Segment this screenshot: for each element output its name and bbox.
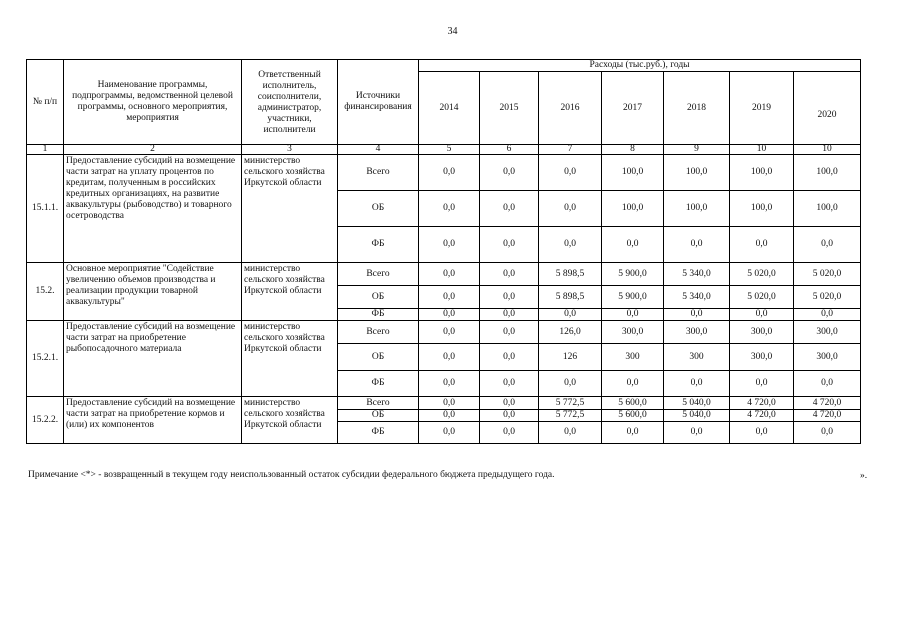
expense-value: 0,0 xyxy=(480,263,539,286)
column-number: 4 xyxy=(338,145,419,155)
row-number: 15.2.1. xyxy=(27,321,64,397)
expense-value: 0,0 xyxy=(419,286,480,309)
expense-value: 300,0 xyxy=(664,321,730,344)
expense-value: 5 020,0 xyxy=(794,263,861,286)
expense-value: 0,0 xyxy=(480,155,539,191)
expense-value: 0,0 xyxy=(419,397,480,410)
expense-value: 100,0 xyxy=(602,155,664,191)
row-number: 15.2.2. xyxy=(27,397,64,444)
expense-value: 5 020,0 xyxy=(730,286,794,309)
funding-source: Всего xyxy=(338,155,419,191)
funding-source: ФБ xyxy=(338,227,419,263)
expense-value: 300,0 xyxy=(794,321,861,344)
expense-value: 0,0 xyxy=(664,422,730,444)
expense-value: 100,0 xyxy=(730,155,794,191)
expense-value: 300,0 xyxy=(794,344,861,371)
expense-value: 5 772,5 xyxy=(539,410,602,422)
column-number: 10 xyxy=(730,145,794,155)
expense-value: 0,0 xyxy=(794,371,861,397)
header-name: Наименование программы, подпрограммы, ведомственной целевой программы, основного мероприятия, мероприятия xyxy=(64,60,242,145)
expense-value: 0,0 xyxy=(539,191,602,227)
expense-value: 0,0 xyxy=(419,410,480,422)
expense-value: 0,0 xyxy=(480,397,539,410)
column-number: 3 xyxy=(242,145,338,155)
expense-value: 0,0 xyxy=(480,227,539,263)
header-year: 2019 xyxy=(730,72,794,145)
funding-source: ОБ xyxy=(338,410,419,422)
expense-value: 5 040,0 xyxy=(664,397,730,410)
expense-value: 100,0 xyxy=(664,191,730,227)
expense-value: 5 040,0 xyxy=(664,410,730,422)
table-row xyxy=(27,397,861,410)
expense-value: 0,0 xyxy=(602,422,664,444)
expense-value: 4 720,0 xyxy=(794,410,861,422)
expense-value: 5 900,0 xyxy=(602,286,664,309)
funding-source: ФБ xyxy=(338,309,419,321)
expense-value: 0,0 xyxy=(419,263,480,286)
header-year: 2016 xyxy=(539,72,602,145)
expense-value: 0,0 xyxy=(480,422,539,444)
expense-value: 0,0 xyxy=(602,227,664,263)
expense-value: 300,0 xyxy=(730,321,794,344)
table-row xyxy=(27,263,861,286)
header-year: 2018 xyxy=(664,72,730,145)
expense-value: 0,0 xyxy=(730,422,794,444)
expense-value: 300 xyxy=(602,344,664,371)
event-name: Предоставление субсидий на возмещение части затрат на приобретение рыбопосадочного материала xyxy=(64,321,242,397)
expense-value: 5 900,0 xyxy=(602,263,664,286)
expense-value: 0,0 xyxy=(539,155,602,191)
column-number: 1 xyxy=(27,145,64,155)
column-number: 6 xyxy=(480,145,539,155)
event-name: Основное мероприятие "Содействие увеличению объемов производства и реализации продукции товарной аквакультуры" xyxy=(64,263,242,321)
event-name: Предоставление субсидий на возмещение части затрат на уплату процентов по кредитам, полученным в российских кредитных организациях, на развитие аквакультуры (рыбоводство) и товарного осетроводства xyxy=(64,155,242,263)
header-year: 2020 xyxy=(794,72,861,145)
expense-value: 0,0 xyxy=(480,410,539,422)
page-number: 34 xyxy=(447,26,458,37)
column-number: 2 xyxy=(64,145,242,155)
header-year: 2014 xyxy=(419,72,480,145)
expense-value: 300,0 xyxy=(730,344,794,371)
header-no: № п/п xyxy=(27,60,64,145)
header-year: 2015 xyxy=(480,72,539,145)
expense-value: 0,0 xyxy=(480,286,539,309)
expense-value: 0,0 xyxy=(419,155,480,191)
expense-value: 100,0 xyxy=(730,191,794,227)
expense-value: 0,0 xyxy=(730,371,794,397)
footnote: Примечание <*> - возвращенный в текущем году неиспользованный остаток субсидии федерального бюджета предыдущего года. xyxy=(28,470,555,480)
table-row xyxy=(27,321,861,344)
funding-source: Всего xyxy=(338,321,419,344)
expense-value: 300 xyxy=(664,344,730,371)
expense-value: 0,0 xyxy=(794,309,861,321)
expense-value: 0,0 xyxy=(539,309,602,321)
expense-value: 5 600,0 xyxy=(602,410,664,422)
executor: министерство сельского хозяйства Иркутской области xyxy=(242,397,338,444)
header-expenses: Расходы (тыс.руб.), годы xyxy=(419,60,861,72)
table-row xyxy=(27,155,861,191)
expense-value: 0,0 xyxy=(419,422,480,444)
funding-source: ФБ xyxy=(338,422,419,444)
expense-value: 0,0 xyxy=(419,321,480,344)
expense-value: 0,0 xyxy=(794,227,861,263)
closing-quote: ». xyxy=(860,471,868,481)
expense-value: 126,0 xyxy=(539,321,602,344)
expense-value: 300,0 xyxy=(602,321,664,344)
expense-value: 5 600,0 xyxy=(602,397,664,410)
expense-value: 100,0 xyxy=(794,155,861,191)
event-name: Предоставление субсидий на возмещение части затрат на приобретение кормов и (или) их компонентов xyxy=(64,397,242,444)
executor: министерство сельского хозяйства Иркутской области xyxy=(242,155,338,263)
column-number: 9 xyxy=(664,145,730,155)
budget-table xyxy=(26,59,861,444)
expense-value: 4 720,0 xyxy=(730,410,794,422)
expense-value: 0,0 xyxy=(480,371,539,397)
executor: министерство сельского хозяйства Иркутской области xyxy=(242,263,338,321)
executor: министерство сельского хозяйства Иркутской области xyxy=(242,321,338,397)
expense-value: 0,0 xyxy=(602,309,664,321)
funding-source: ОБ xyxy=(338,191,419,227)
expense-value: 0,0 xyxy=(419,371,480,397)
expense-value: 0,0 xyxy=(794,422,861,444)
expense-value: 4 720,0 xyxy=(730,397,794,410)
column-number: 7 xyxy=(539,145,602,155)
row-number: 15.2. xyxy=(27,263,64,321)
column-number: 10 xyxy=(794,145,861,155)
expense-value: 5 898,5 xyxy=(539,286,602,309)
expense-value: 0,0 xyxy=(730,227,794,263)
column-number: 8 xyxy=(602,145,664,155)
expense-value: 0,0 xyxy=(480,344,539,371)
expense-value: 5 898,5 xyxy=(539,263,602,286)
expense-value: 0,0 xyxy=(480,191,539,227)
expense-value: 5 340,0 xyxy=(664,286,730,309)
expense-value: 5 020,0 xyxy=(730,263,794,286)
expense-value: 0,0 xyxy=(539,371,602,397)
expense-value: 4 720,0 xyxy=(794,397,861,410)
expense-value: 0,0 xyxy=(419,191,480,227)
row-number: 15.1.1. xyxy=(27,155,64,263)
expense-value: 0,0 xyxy=(539,227,602,263)
expense-value: 5 340,0 xyxy=(664,263,730,286)
expense-value: 100,0 xyxy=(602,191,664,227)
expense-value: 0,0 xyxy=(664,227,730,263)
expense-value: 126 xyxy=(539,344,602,371)
expense-value: 100,0 xyxy=(794,191,861,227)
expense-value: 5 772,5 xyxy=(539,397,602,410)
funding-source: Всего xyxy=(338,263,419,286)
expense-value: 0,0 xyxy=(419,344,480,371)
column-number: 5 xyxy=(419,145,480,155)
header-executor: Ответственный исполнитель, соисполнители, администратор, участники, исполнители xyxy=(242,60,338,145)
funding-source: ОБ xyxy=(338,344,419,371)
expense-value: 0,0 xyxy=(480,309,539,321)
funding-source: ОБ xyxy=(338,286,419,309)
expense-value: 0,0 xyxy=(664,309,730,321)
expense-value: 0,0 xyxy=(664,371,730,397)
expense-value: 100,0 xyxy=(664,155,730,191)
header-source: Источники финансирования xyxy=(338,60,419,145)
expense-value: 0,0 xyxy=(419,309,480,321)
expense-value: 5 020,0 xyxy=(794,286,861,309)
funding-source: ФБ xyxy=(338,371,419,397)
expense-value: 0,0 xyxy=(480,321,539,344)
header-year: 2017 xyxy=(602,72,664,145)
funding-source: Всего xyxy=(338,397,419,410)
expense-value: 0,0 xyxy=(602,371,664,397)
expense-value: 0,0 xyxy=(419,227,480,263)
expense-value: 0,0 xyxy=(730,309,794,321)
expense-value: 0,0 xyxy=(539,422,602,444)
